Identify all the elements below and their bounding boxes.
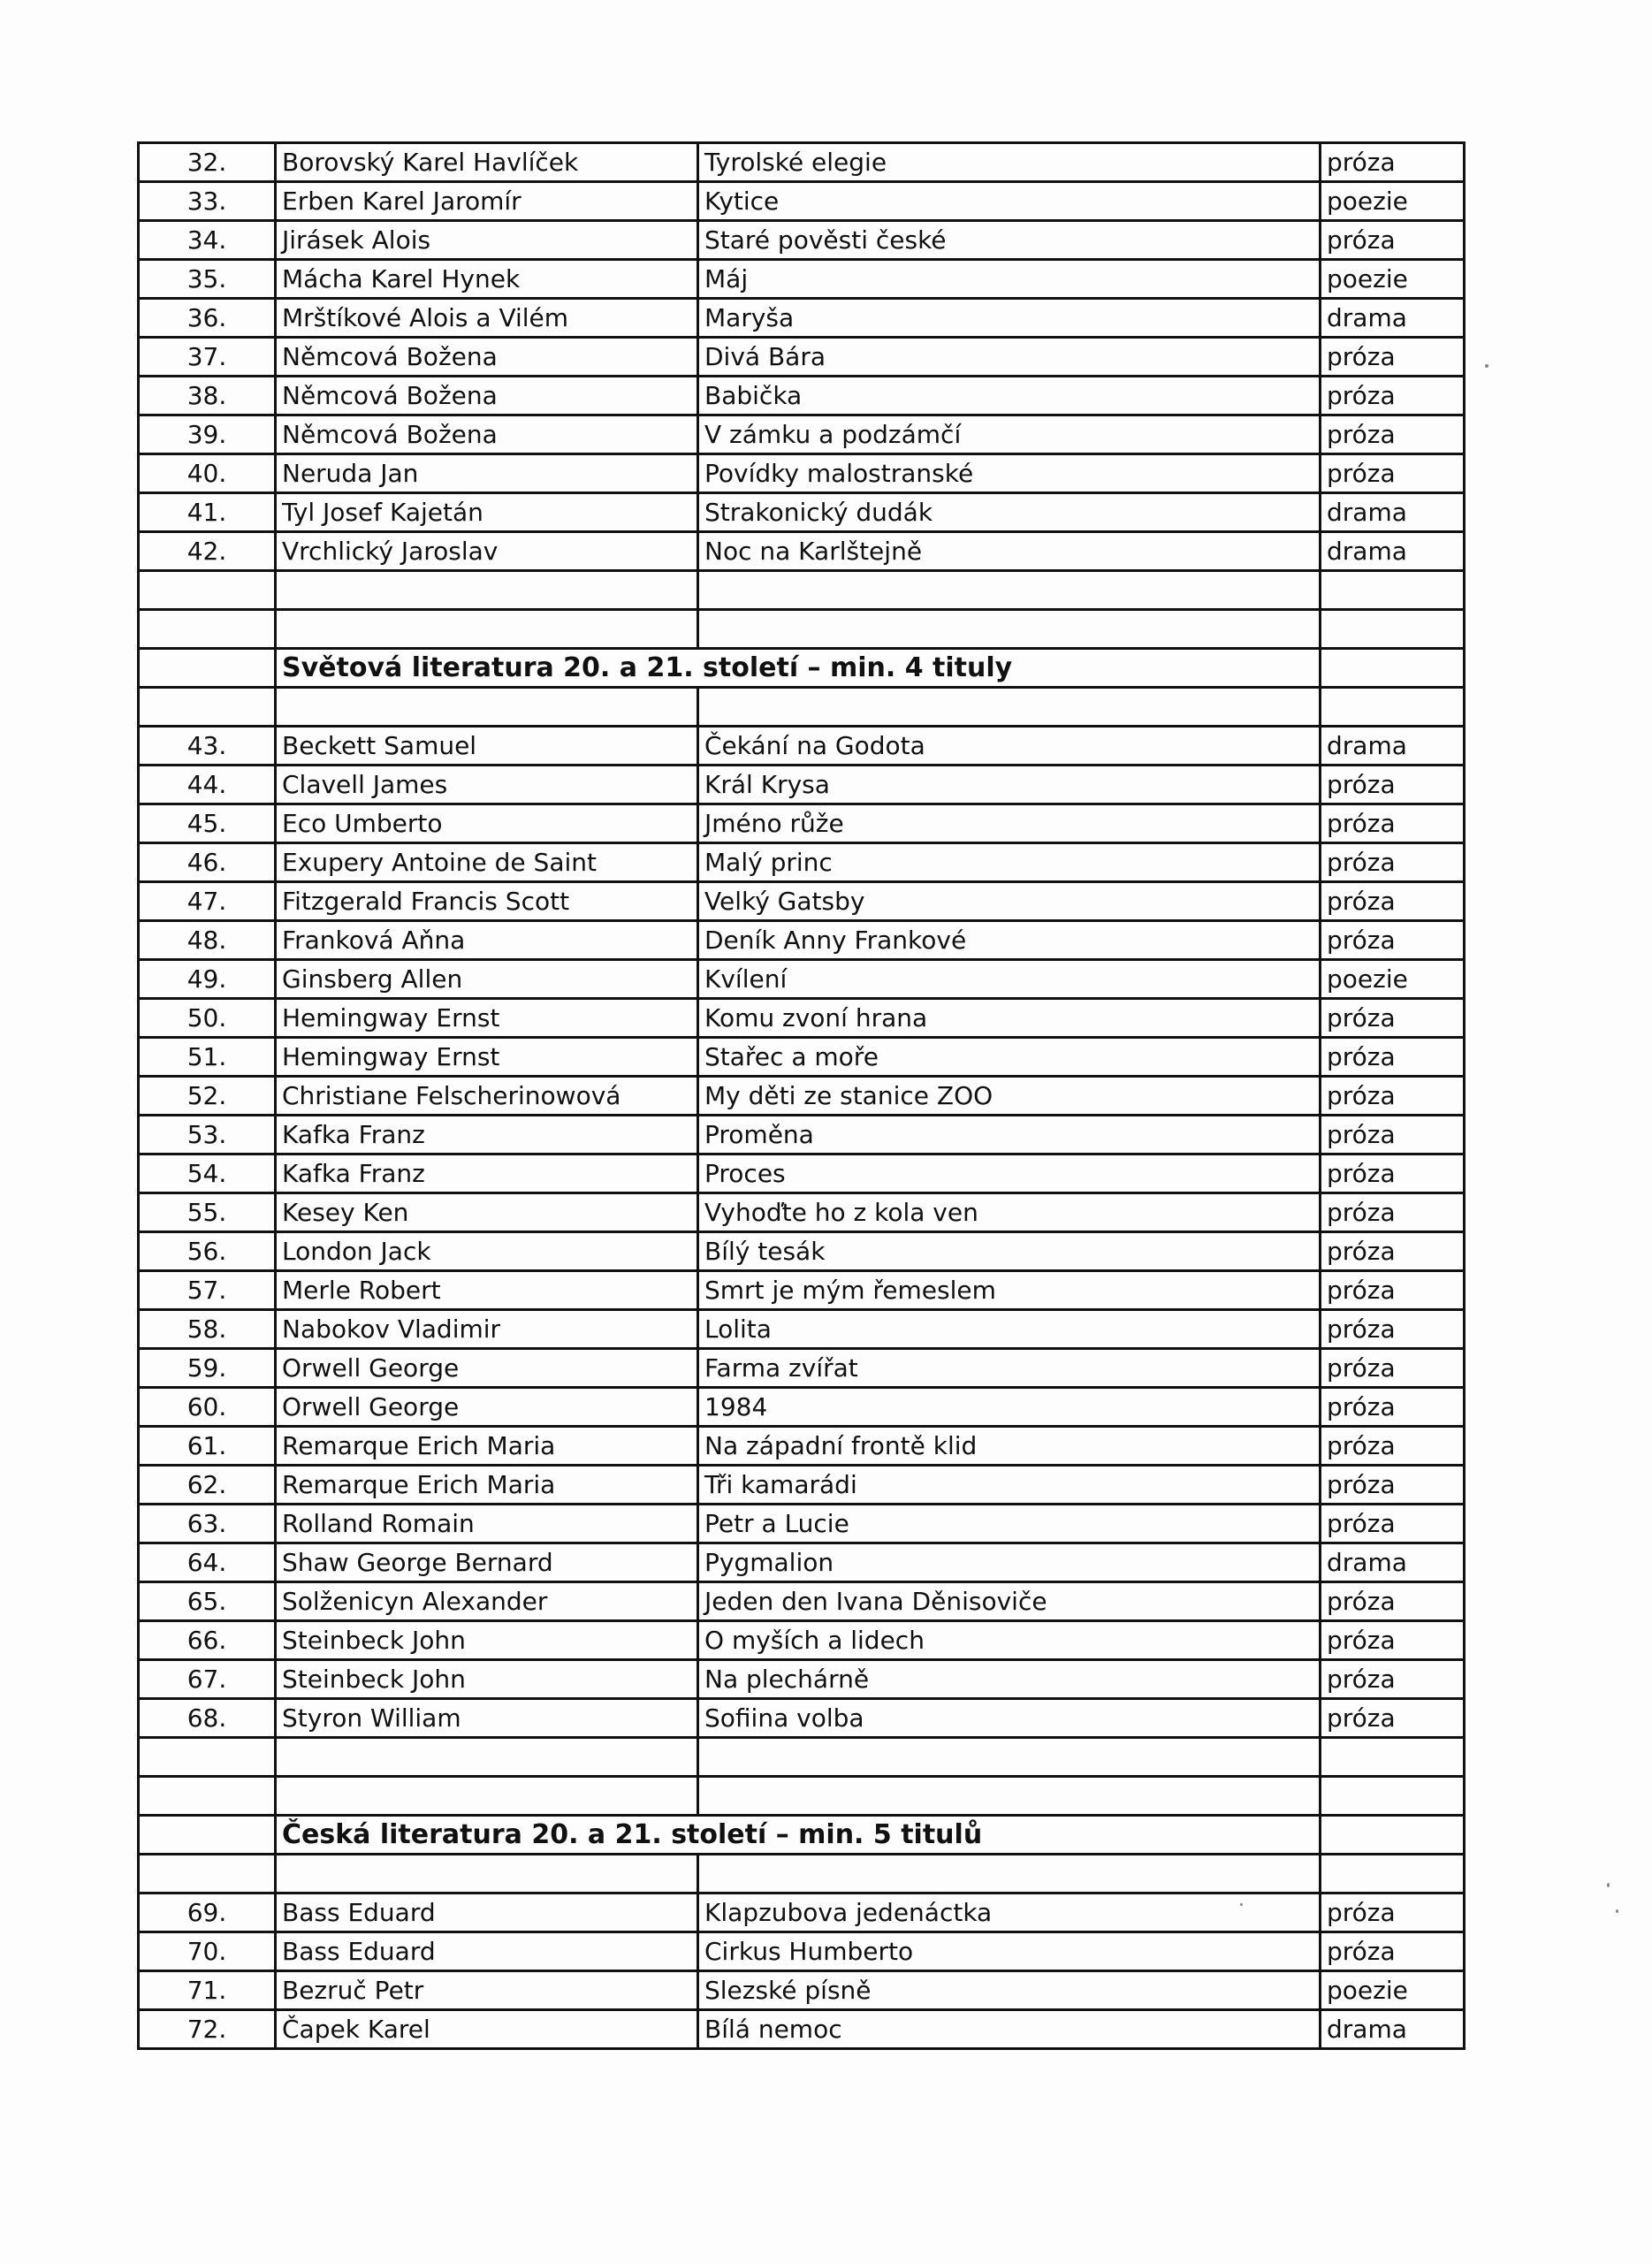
row-number: 71.	[139, 1971, 276, 2010]
genre-cell: próza	[1321, 766, 1465, 804]
empty-cell	[276, 571, 698, 610]
table-row	[139, 1621, 1465, 1660]
title-cell: Proměna	[698, 1116, 1321, 1154]
empty-cell	[276, 610, 698, 649]
author-cell: Nabokov Vladimir	[276, 1310, 698, 1349]
genre-cell: próza	[1321, 1427, 1465, 1466]
author-cell: Mácha Karel Hynek	[276, 260, 698, 299]
author-cell: Styron William	[276, 1699, 698, 1738]
table-row	[139, 1699, 1465, 1738]
genre-cell: próza	[1321, 1038, 1465, 1077]
genre-cell: poezie	[1321, 1971, 1465, 2010]
genre-cell: próza	[1321, 1505, 1465, 1543]
title-cell: Babička	[698, 377, 1321, 415]
section-heading: Česká literatura 20. a 21. století – min. 5 titulů	[276, 1816, 1321, 1855]
genre-cell: poezie	[1321, 182, 1465, 221]
title-cell: Proces	[698, 1154, 1321, 1193]
row-number: 34.	[139, 221, 276, 260]
table-row	[139, 221, 1465, 260]
table-row	[139, 1505, 1465, 1543]
empty-cell	[1321, 1855, 1465, 1893]
row-number: 55.	[139, 1193, 276, 1232]
author-cell: Christiane Felscherinowová	[276, 1077, 698, 1116]
genre-cell: próza	[1321, 1932, 1465, 1971]
empty-row	[139, 1777, 1465, 1816]
row-number: 70.	[139, 1932, 276, 1971]
empty-row	[139, 610, 1465, 649]
genre-cell: próza	[1321, 1699, 1465, 1738]
empty-cell	[139, 1738, 276, 1777]
row-number: 52.	[139, 1077, 276, 1116]
genre-cell: próza	[1321, 143, 1465, 182]
title-cell: Noc na Karlštejně	[698, 532, 1321, 571]
table-row	[139, 1310, 1465, 1349]
genre-cell: drama	[1321, 2010, 1465, 2049]
row-number: 42.	[139, 532, 276, 571]
table-row	[139, 1232, 1465, 1271]
row-number: 37.	[139, 338, 276, 377]
table-row	[139, 999, 1465, 1038]
title-cell: Vyhoďte ho z kola ven	[698, 1193, 1321, 1232]
title-cell: Velký Gatsby	[698, 882, 1321, 921]
author-cell: Kesey Ken	[276, 1193, 698, 1232]
author-cell: Vrchlický Jaroslav	[276, 532, 698, 571]
table-row	[139, 338, 1465, 377]
empty-row	[139, 1855, 1465, 1893]
genre-cell: próza	[1321, 843, 1465, 882]
table-row	[139, 143, 1465, 182]
genre-cell: próza	[1321, 377, 1465, 415]
author-cell: Solženicyn Alexander	[276, 1582, 698, 1621]
empty-cell	[139, 649, 276, 688]
table-row	[139, 1932, 1465, 1971]
author-cell: Bezruč Petr	[276, 1971, 698, 2010]
author-cell: Remarque Erich Maria	[276, 1466, 698, 1505]
title-cell: Farma zvířat	[698, 1349, 1321, 1388]
empty-cell	[1321, 688, 1465, 727]
table-row	[139, 727, 1465, 766]
title-cell: Malý princ	[698, 843, 1321, 882]
empty-row	[139, 571, 1465, 610]
title-cell: Povídky malostranské	[698, 454, 1321, 493]
row-number: 41.	[139, 493, 276, 532]
author-cell: Kafka Franz	[276, 1154, 698, 1193]
genre-cell: próza	[1321, 1660, 1465, 1699]
author-cell: Mrštíkové Alois a Vilém	[276, 299, 698, 338]
empty-cell	[1321, 610, 1465, 649]
row-number: 36.	[139, 299, 276, 338]
genre-cell: próza	[1321, 415, 1465, 454]
author-cell: Němcová Božena	[276, 338, 698, 377]
genre-cell: próza	[1321, 882, 1465, 921]
genre-cell: próza	[1321, 921, 1465, 960]
table-row	[139, 1388, 1465, 1427]
title-cell: Tyrolské elegie	[698, 143, 1321, 182]
author-cell: Čapek Karel	[276, 2010, 698, 2049]
title-cell: Kytice	[698, 182, 1321, 221]
genre-cell: drama	[1321, 299, 1465, 338]
author-cell: Erben Karel Jaromír	[276, 182, 698, 221]
scan-speck	[1616, 1909, 1618, 1913]
row-number: 46.	[139, 843, 276, 882]
table-row	[139, 1271, 1465, 1310]
author-cell: Bass Eduard	[276, 1893, 698, 1932]
genre-cell: poezie	[1321, 960, 1465, 999]
title-cell: Sofiina volba	[698, 1699, 1321, 1738]
author-cell: Hemingway Ernst	[276, 1038, 698, 1077]
table-row	[139, 1893, 1465, 1932]
author-cell: Steinbeck John	[276, 1621, 698, 1660]
section-header-row	[139, 649, 1465, 688]
row-number: 65.	[139, 1582, 276, 1621]
row-number: 45.	[139, 804, 276, 843]
table-row	[139, 1543, 1465, 1582]
genre-cell: próza	[1321, 1271, 1465, 1310]
genre-cell: próza	[1321, 454, 1465, 493]
table-row	[139, 260, 1465, 299]
row-number: 33.	[139, 182, 276, 221]
author-cell: Shaw George Bernard	[276, 1543, 698, 1582]
empty-cell	[276, 1738, 698, 1777]
empty-cell	[139, 610, 276, 649]
row-number: 54.	[139, 1154, 276, 1193]
author-cell: Borovský Karel Havlíček	[276, 143, 698, 182]
table-row	[139, 804, 1465, 843]
title-cell: Klapzubova jedenáctka	[698, 1893, 1321, 1932]
title-cell: Máj	[698, 260, 1321, 299]
row-number: 69.	[139, 1893, 276, 1932]
genre-cell: drama	[1321, 532, 1465, 571]
empty-cell	[276, 1777, 698, 1816]
genre-cell: próza	[1321, 1077, 1465, 1116]
genre-cell: próza	[1321, 1388, 1465, 1427]
title-cell: My děti ze stanice ZOO	[698, 1077, 1321, 1116]
table-row	[139, 882, 1465, 921]
title-cell: Stařec a moře	[698, 1038, 1321, 1077]
author-cell: Orwell George	[276, 1349, 698, 1388]
empty-cell	[276, 1855, 698, 1893]
row-number: 63.	[139, 1505, 276, 1543]
author-cell: Němcová Božena	[276, 415, 698, 454]
author-cell: Ginsberg Allen	[276, 960, 698, 999]
title-cell: Maryša	[698, 299, 1321, 338]
empty-cell	[276, 688, 698, 727]
empty-cell	[139, 571, 276, 610]
empty-cell	[698, 688, 1321, 727]
empty-cell	[698, 610, 1321, 649]
table-row	[139, 1077, 1465, 1116]
table-row	[139, 2010, 1465, 2049]
author-cell: Merle Robert	[276, 1271, 698, 1310]
author-cell: Hemingway Ernst	[276, 999, 698, 1038]
table-row	[139, 1154, 1465, 1193]
row-number: 60.	[139, 1388, 276, 1427]
row-number: 67.	[139, 1660, 276, 1699]
row-number: 50.	[139, 999, 276, 1038]
title-cell: Na plechárně	[698, 1660, 1321, 1699]
table-row	[139, 493, 1465, 532]
genre-cell: próza	[1321, 338, 1465, 377]
title-cell: Král Krysa	[698, 766, 1321, 804]
author-cell: Tyl Josef Kajetán	[276, 493, 698, 532]
author-cell: Rolland Romain	[276, 1505, 698, 1543]
genre-cell: próza	[1321, 1582, 1465, 1621]
title-cell: Divá Bára	[698, 338, 1321, 377]
title-cell: Cirkus Humberto	[698, 1932, 1321, 1971]
title-cell: O myších a lidech	[698, 1621, 1321, 1660]
author-cell: Eco Umberto	[276, 804, 698, 843]
empty-row	[139, 688, 1465, 727]
genre-cell: drama	[1321, 1543, 1465, 1582]
table-body	[139, 143, 1465, 2049]
table-row	[139, 1466, 1465, 1505]
empty-cell	[698, 1855, 1321, 1893]
title-cell: Strakonický dudák	[698, 493, 1321, 532]
row-number: 40.	[139, 454, 276, 493]
title-cell: Čekání na Godota	[698, 727, 1321, 766]
title-cell: 1984	[698, 1388, 1321, 1427]
genre-cell: próza	[1321, 1193, 1465, 1232]
empty-cell	[698, 1738, 1321, 1777]
title-cell: Staré pověsti české	[698, 221, 1321, 260]
title-cell: V zámku a podzámčí	[698, 415, 1321, 454]
genre-cell: próza	[1321, 804, 1465, 843]
empty-cell	[1321, 649, 1465, 688]
table-row	[139, 1971, 1465, 2010]
empty-cell	[1321, 1738, 1465, 1777]
title-cell: Slezské písně	[698, 1971, 1321, 2010]
title-cell: Jeden den Ivana Děnisoviče	[698, 1582, 1321, 1621]
empty-cell	[1321, 1777, 1465, 1816]
author-cell: Bass Eduard	[276, 1932, 698, 1971]
title-cell: Petr a Lucie	[698, 1505, 1321, 1543]
row-number: 72.	[139, 2010, 276, 2049]
row-number: 58.	[139, 1310, 276, 1349]
author-cell: Exupery Antoine de Saint	[276, 843, 698, 882]
empty-cell	[698, 1777, 1321, 1816]
table-row	[139, 1582, 1465, 1621]
row-number: 53.	[139, 1116, 276, 1154]
empty-row	[139, 1738, 1465, 1777]
title-cell: Lolita	[698, 1310, 1321, 1349]
row-number: 56.	[139, 1232, 276, 1271]
author-cell: Neruda Jan	[276, 454, 698, 493]
author-cell: Remarque Erich Maria	[276, 1427, 698, 1466]
table-row	[139, 1116, 1465, 1154]
genre-cell: próza	[1321, 1116, 1465, 1154]
genre-cell: próza	[1321, 999, 1465, 1038]
section-header-row	[139, 1816, 1465, 1855]
literature-table	[137, 141, 1465, 2050]
title-cell: Jméno růže	[698, 804, 1321, 843]
author-cell: London Jack	[276, 1232, 698, 1271]
row-number: 35.	[139, 260, 276, 299]
row-number: 62.	[139, 1466, 276, 1505]
row-number: 44.	[139, 766, 276, 804]
genre-cell: próza	[1321, 1466, 1465, 1505]
scan-speck	[1240, 1903, 1243, 1906]
table-row	[139, 377, 1465, 415]
row-number: 32.	[139, 143, 276, 182]
row-number: 57.	[139, 1271, 276, 1310]
title-cell: Komu zvoní hrana	[698, 999, 1321, 1038]
genre-cell: próza	[1321, 1310, 1465, 1349]
table-row	[139, 299, 1465, 338]
scan-speck	[1607, 1883, 1610, 1887]
author-cell: Beckett Samuel	[276, 727, 698, 766]
author-cell: Franková Aňna	[276, 921, 698, 960]
table-row	[139, 921, 1465, 960]
title-cell: Kvílení	[698, 960, 1321, 999]
row-number: 49.	[139, 960, 276, 999]
table-row	[139, 1660, 1465, 1699]
genre-cell: próza	[1321, 221, 1465, 260]
author-cell: Jirásek Alois	[276, 221, 698, 260]
empty-cell	[139, 1816, 276, 1855]
scan-speck	[1485, 364, 1488, 368]
table-row	[139, 960, 1465, 999]
title-cell: Tři kamarádi	[698, 1466, 1321, 1505]
table-row	[139, 454, 1465, 493]
row-number: 64.	[139, 1543, 276, 1582]
row-number: 61.	[139, 1427, 276, 1466]
table-row	[139, 1193, 1465, 1232]
empty-cell	[139, 688, 276, 727]
genre-cell: próza	[1321, 1893, 1465, 1932]
author-cell: Němcová Božena	[276, 377, 698, 415]
title-cell: Bílý tesák	[698, 1232, 1321, 1271]
table-row	[139, 532, 1465, 571]
row-number: 43.	[139, 727, 276, 766]
author-cell: Orwell George	[276, 1388, 698, 1427]
genre-cell: próza	[1321, 1349, 1465, 1388]
table-row	[139, 1038, 1465, 1077]
empty-cell	[698, 571, 1321, 610]
table-row	[139, 843, 1465, 882]
row-number: 47.	[139, 882, 276, 921]
title-cell: Deník Anny Frankové	[698, 921, 1321, 960]
row-number: 39.	[139, 415, 276, 454]
author-cell: Fitzgerald Francis Scott	[276, 882, 698, 921]
author-cell: Steinbeck John	[276, 1660, 698, 1699]
title-cell: Smrt je mým řemeslem	[698, 1271, 1321, 1310]
empty-cell	[1321, 1816, 1465, 1855]
genre-cell: drama	[1321, 493, 1465, 532]
genre-cell: próza	[1321, 1621, 1465, 1660]
title-cell: Na západní frontě klid	[698, 1427, 1321, 1466]
row-number: 68.	[139, 1699, 276, 1738]
genre-cell: drama	[1321, 727, 1465, 766]
empty-cell	[139, 1855, 276, 1893]
genre-cell: próza	[1321, 1232, 1465, 1271]
row-number: 59.	[139, 1349, 276, 1388]
row-number: 51.	[139, 1038, 276, 1077]
title-cell: Bílá nemoc	[698, 2010, 1321, 2049]
row-number: 38.	[139, 377, 276, 415]
table-row	[139, 766, 1465, 804]
row-number: 48.	[139, 921, 276, 960]
title-cell: Pygmalion	[698, 1543, 1321, 1582]
genre-cell: próza	[1321, 1154, 1465, 1193]
genre-cell: poezie	[1321, 260, 1465, 299]
row-number: 66.	[139, 1621, 276, 1660]
table-row	[139, 1427, 1465, 1466]
empty-cell	[139, 1777, 276, 1816]
author-cell: Clavell James	[276, 766, 698, 804]
empty-cell	[1321, 571, 1465, 610]
section-heading: Světová literatura 20. a 21. století – min. 4 tituly	[276, 649, 1321, 688]
table-row	[139, 182, 1465, 221]
author-cell: Kafka Franz	[276, 1116, 698, 1154]
table-row	[139, 1349, 1465, 1388]
table-row	[139, 415, 1465, 454]
